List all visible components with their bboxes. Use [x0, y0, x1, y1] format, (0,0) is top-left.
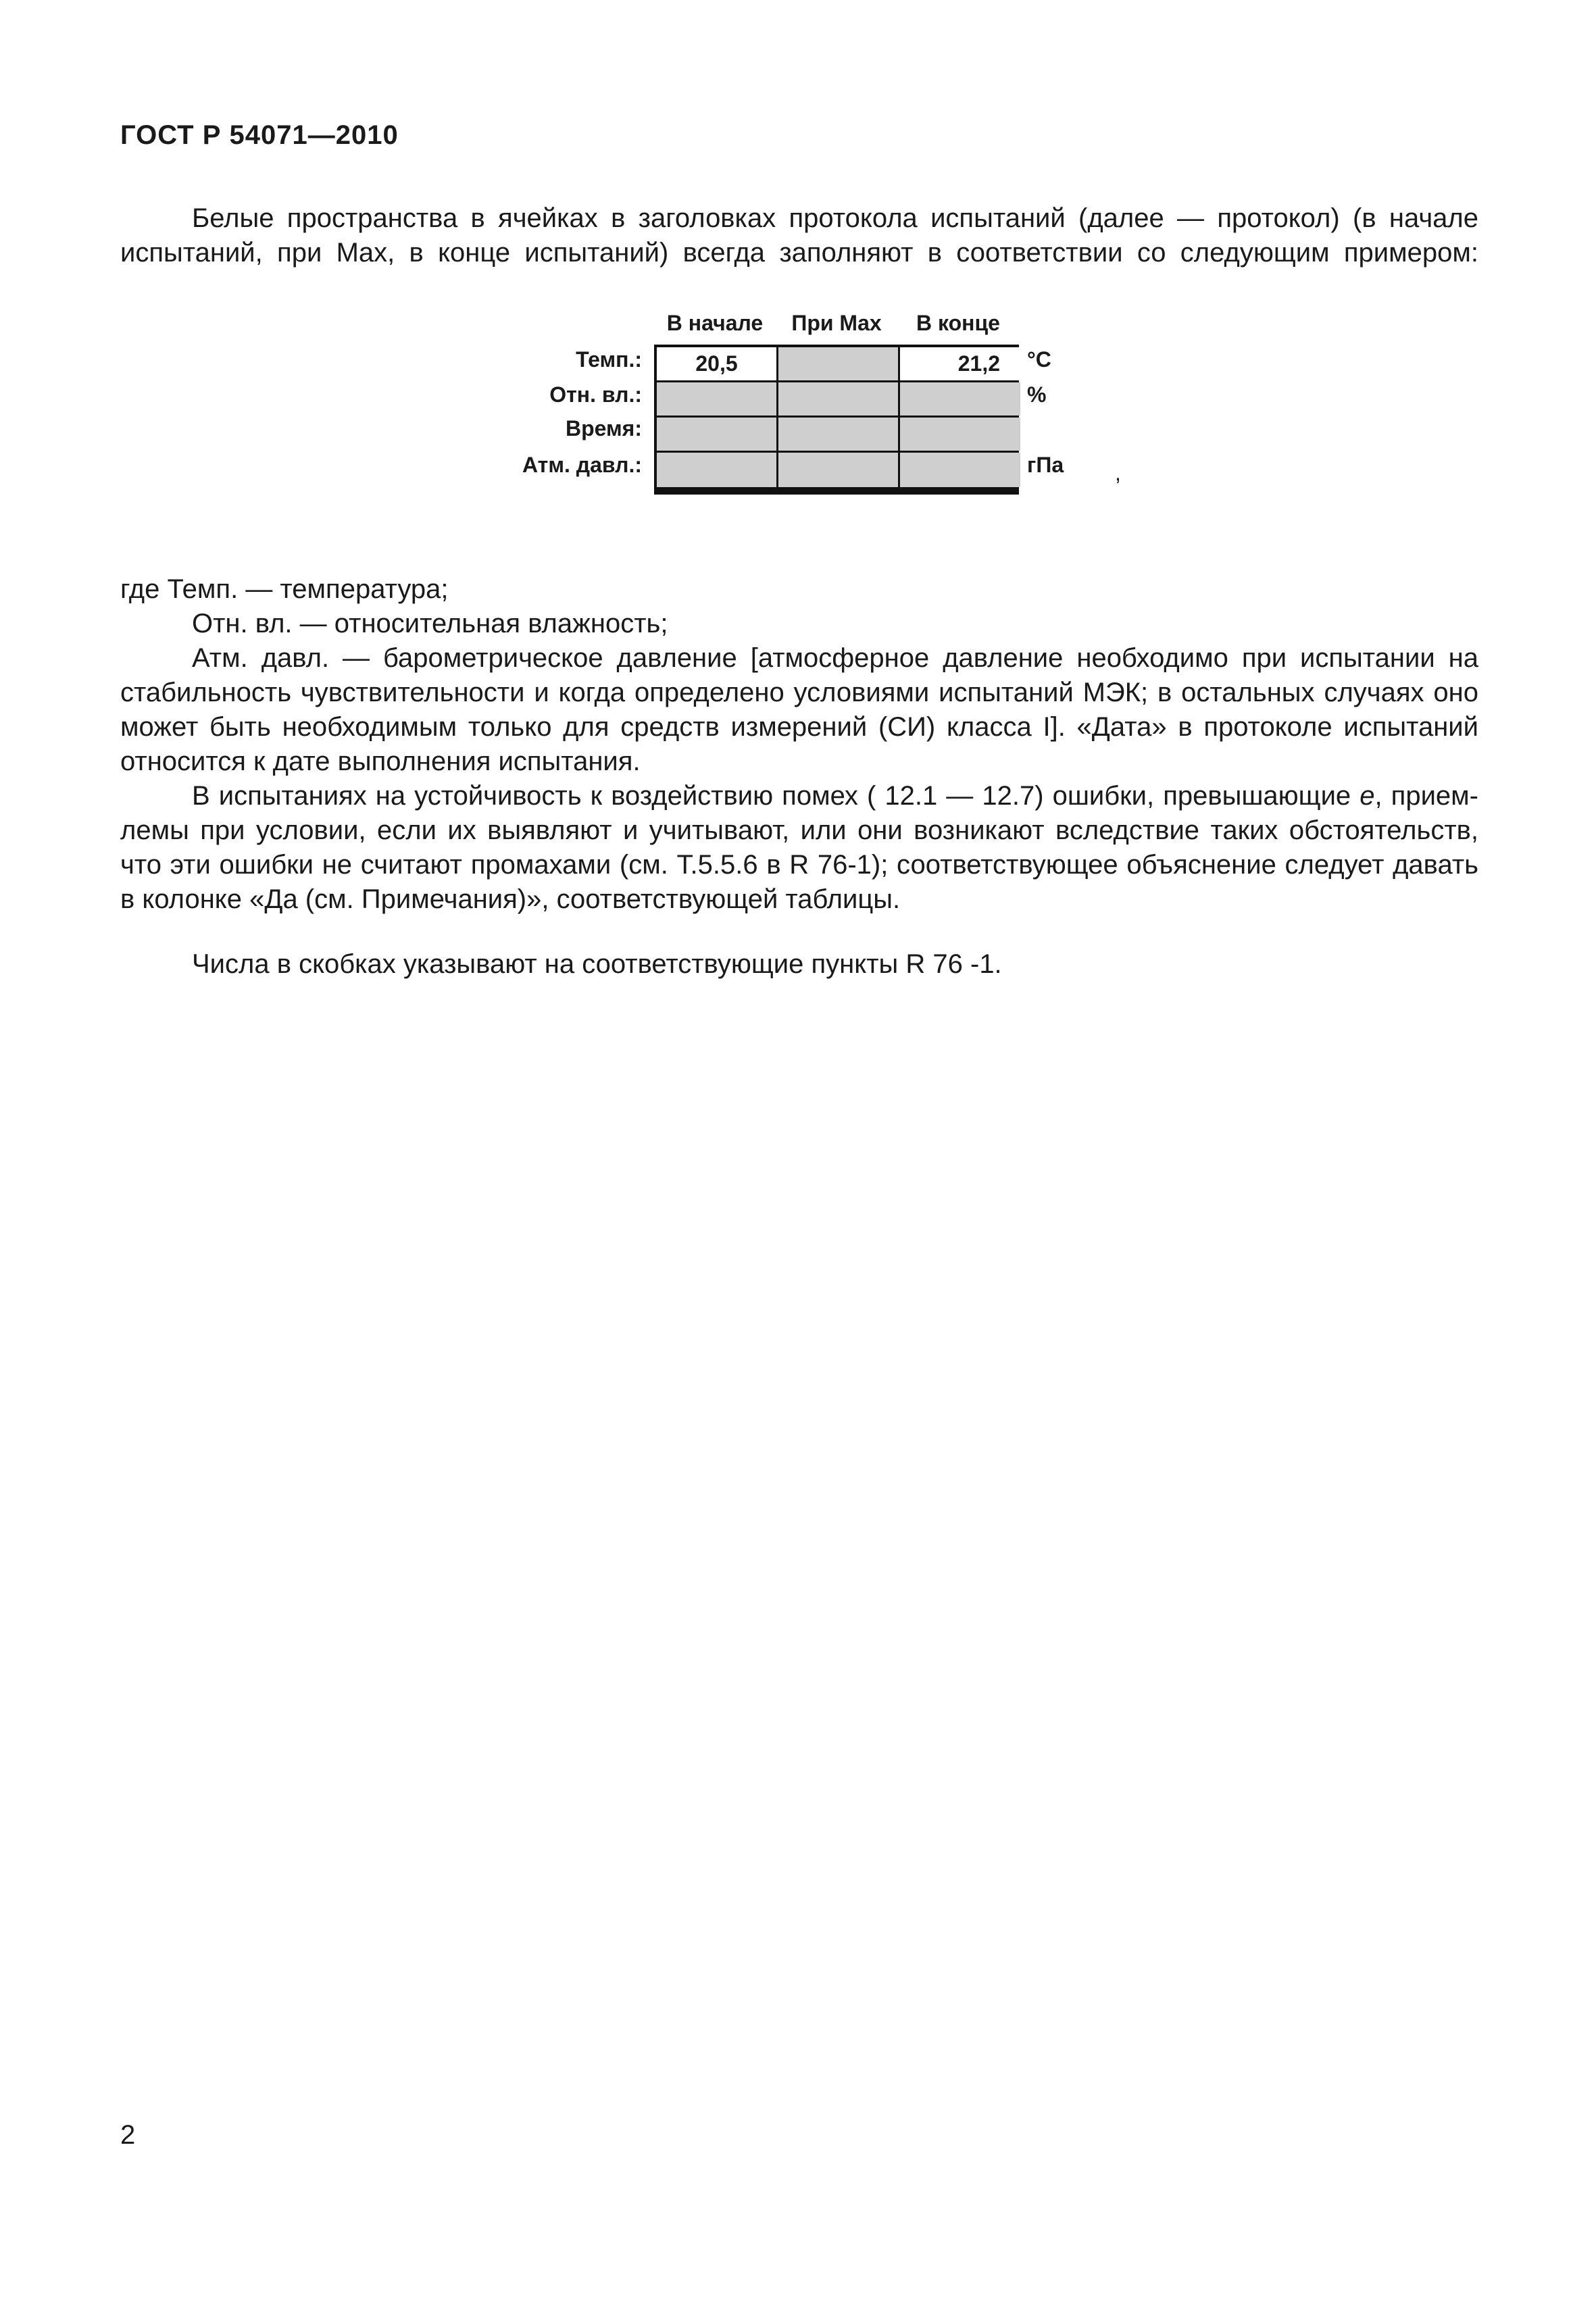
protocol-table — [405, 311, 1216, 500]
cell-humidity-start — [657, 382, 776, 416]
cell-time-start — [657, 418, 776, 451]
interference-line-3: что эти ошибки не считают промахами (см. Т.5.5.6 в R 76-1); соответствующее объяснение следует давать — [120, 850, 1478, 880]
page-number: 2 — [120, 2120, 136, 2150]
row-label-humidity: Отн. вл.: — [549, 382, 642, 407]
intro-line-1: Белые пространства в ячейках в заголовках протокола испытаний (далее — протокол) (в начале — [192, 203, 1478, 233]
cell-humidity-max — [778, 382, 898, 416]
row-label-pressure: Атм. давл.: — [522, 453, 642, 477]
definitions-paragraph — [120, 572, 1478, 779]
cell-time-end — [900, 418, 1020, 451]
definition-pressure-line-1: Атм. давл. — барометрическое давление [атмосферное давление необходимо при испытании на — [192, 643, 1478, 673]
column-header-start: В начале — [666, 311, 764, 335]
error-symbol: е — [1360, 781, 1375, 811]
cell-temp-end: 21,2 — [900, 347, 1020, 380]
cell-time-max — [778, 418, 898, 451]
unit-humidity: % — [1027, 382, 1047, 407]
definition-pressure-line-4: относится к дате выполнения испытания. — [120, 747, 641, 776]
note-paragraph — [120, 947, 1478, 982]
cell-humidity-end — [900, 382, 1020, 416]
definition-humidity: Отн. вл. — относительная влажность; — [192, 609, 668, 638]
intro-paragraph — [120, 201, 1478, 270]
definition-pressure-line-3: может быть необходимым только для средств измерений (СИ) класса I]. «Дата» в протоколе испытаний — [120, 712, 1478, 742]
cell-pressure-max — [778, 453, 898, 487]
interference-paragraph — [120, 779, 1478, 917]
cell-pressure-start — [657, 453, 776, 487]
intro-line-2: испытаний, при Max, в конце испытаний) всегда заполняют в соответствии со следующим примером: — [120, 238, 1478, 268]
cell-temp-max — [778, 347, 898, 380]
column-header-end: В конце — [916, 311, 1000, 335]
definition-pressure-line-2: стабильность чувствительности и когда определено условиями испытаний МЭК; в остальных случаях оно — [120, 678, 1478, 707]
interference-line-1-post: , прием- — [1374, 781, 1478, 811]
column-header-max: При Max — [791, 311, 882, 335]
protocol-grid — [654, 345, 1019, 495]
note-text: Числа в скобках указывают на соответствующие пункты R 76 -1. — [192, 949, 1002, 979]
interference-line-2: лемы при условии, если их выявляют и учитывают, или они возникают вследствие таких обстоятельств, — [120, 815, 1478, 845]
row-label-temp: Темп.: — [576, 347, 642, 372]
definition-temp: где Темп. — температура; — [120, 574, 449, 604]
interference-line-1-pre: В испытаниях на устойчивость к воздействию помех ( 12.1 — 12.7) ошибки, превышающие — [192, 781, 1360, 811]
row-label-time: Время: — [565, 416, 642, 441]
unit-pressure: гПа — [1027, 453, 1064, 477]
table-trailing-comma: , — [1115, 461, 1121, 485]
interference-line-4: в колонке «Да (см. Примечания)», соответствующей таблицы. — [120, 884, 901, 914]
document-header: ГОСТ Р 54071—2010 — [120, 120, 399, 150]
cell-pressure-end — [900, 453, 1020, 487]
interference-line-1 — [120, 779, 1478, 813]
cell-temp-start: 20,5 — [657, 347, 776, 380]
unit-temp: °C — [1027, 347, 1051, 372]
